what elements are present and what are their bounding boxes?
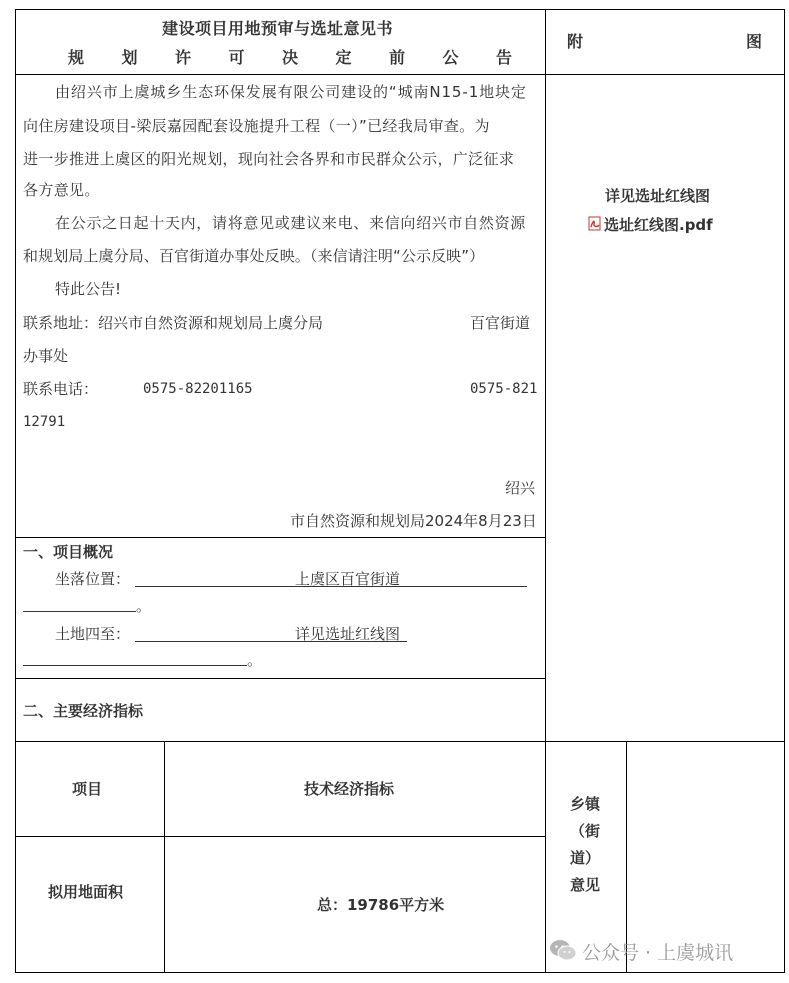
attachment-note: 详见选址红线图: [605, 187, 711, 205]
subtitle-char: 规: [68, 48, 85, 67]
notice-line: 在公示之日起十天内，请将意见或建议来电、来信向绍兴市自然资源: [55, 214, 527, 232]
subtitle-char: 公: [442, 48, 459, 67]
town-opinion-line: （街: [570, 822, 601, 840]
row-label-land-area: 拟用地面积: [48, 883, 124, 901]
town-opinion-line: 道）: [570, 849, 601, 867]
page-title: 建设项目用地预审与选址意见书: [162, 19, 394, 38]
contact-phone-label: 联系电话：: [23, 380, 99, 398]
item-column-divider: [164, 741, 165, 973]
subtitle-char: 可: [228, 48, 245, 67]
watermark-text: 公众号 · 上虞城讯: [582, 942, 734, 964]
boundary-underline-cont: [23, 665, 247, 666]
contact-address-office: 百官街道: [470, 314, 531, 332]
attachment-file-name[interactable]: 选址红线图.pdf: [604, 216, 713, 234]
notice-line: 和规划局上虞分局、百官街道办事处反映。（来信请注明“公示反映”）: [23, 247, 485, 265]
column-header-item: 项目: [72, 780, 103, 798]
attachment-header-left: 附: [567, 32, 584, 51]
boundary-label: 土地四至：: [55, 625, 131, 643]
row-value-land-area: 总：19786平方米: [317, 896, 445, 914]
notice-line: 各方意见。: [23, 181, 100, 199]
contact-phone-2: 0575-821: [470, 381, 538, 397]
column-divider-main: [545, 9, 546, 973]
notice-closing: 特此公告!: [55, 280, 122, 298]
subtitle-char: 划: [121, 48, 138, 67]
column-header-tech: 技术经济指标: [304, 780, 395, 798]
pdf-icon: [588, 216, 602, 231]
indicators-divider: [15, 741, 785, 742]
indicator-row-divider: [15, 836, 546, 837]
signature-line-1: 绍兴: [505, 479, 536, 497]
indicators-heading: 二、主要经济指标: [23, 702, 144, 720]
signature-line-2: 市自然资源和规划局2024年8月23日: [290, 512, 537, 530]
town-opinion-line: 意见: [570, 876, 601, 894]
notice-line: 由绍兴市上虞城乡生态环保发展有限公司建设的“城南N15-1地块定: [55, 83, 527, 101]
page-subtitle: [68, 45, 513, 67]
header-divider: [15, 74, 785, 75]
subtitle-char: 定: [335, 48, 352, 67]
wechat-icon: [549, 938, 577, 962]
contact-address-cont: 办事处: [23, 347, 69, 365]
subtitle-char: 告: [496, 48, 513, 67]
notice-divider: [15, 537, 546, 538]
boundary-period: 。: [247, 651, 263, 669]
location-period: 。: [136, 597, 152, 615]
subtitle-char: 决: [282, 48, 299, 67]
subtitle-char: 许: [175, 48, 192, 67]
contact-phone-1: 0575-82201165: [143, 381, 253, 397]
location-value: 上虞区百官街道: [295, 570, 401, 588]
notice-line: 向住房建设项目-梁辰嘉园配套设施提升工程（一）”已经我局审查。为: [23, 117, 490, 135]
contact-address: 联系地址：绍兴市自然资源和规划局上虞分局: [23, 314, 324, 332]
overview-divider: [15, 678, 546, 679]
town-opinion-line: 乡镇: [570, 795, 601, 813]
contact-phone-2-cont: 12791: [23, 414, 66, 430]
boundary-value: 详见选址红线图: [295, 625, 401, 643]
location-label: 坐落位置：: [55, 570, 131, 588]
location-underline-cont: [23, 611, 136, 612]
attachment-header-right: 图: [746, 32, 763, 51]
subtitle-char: 前: [389, 48, 406, 67]
overview-heading: 一、项目概况: [23, 543, 114, 561]
notice-line: 进一步推进上虞区的阳光规划，现向社会各界和市民群众公示，广泛征求: [23, 150, 515, 168]
